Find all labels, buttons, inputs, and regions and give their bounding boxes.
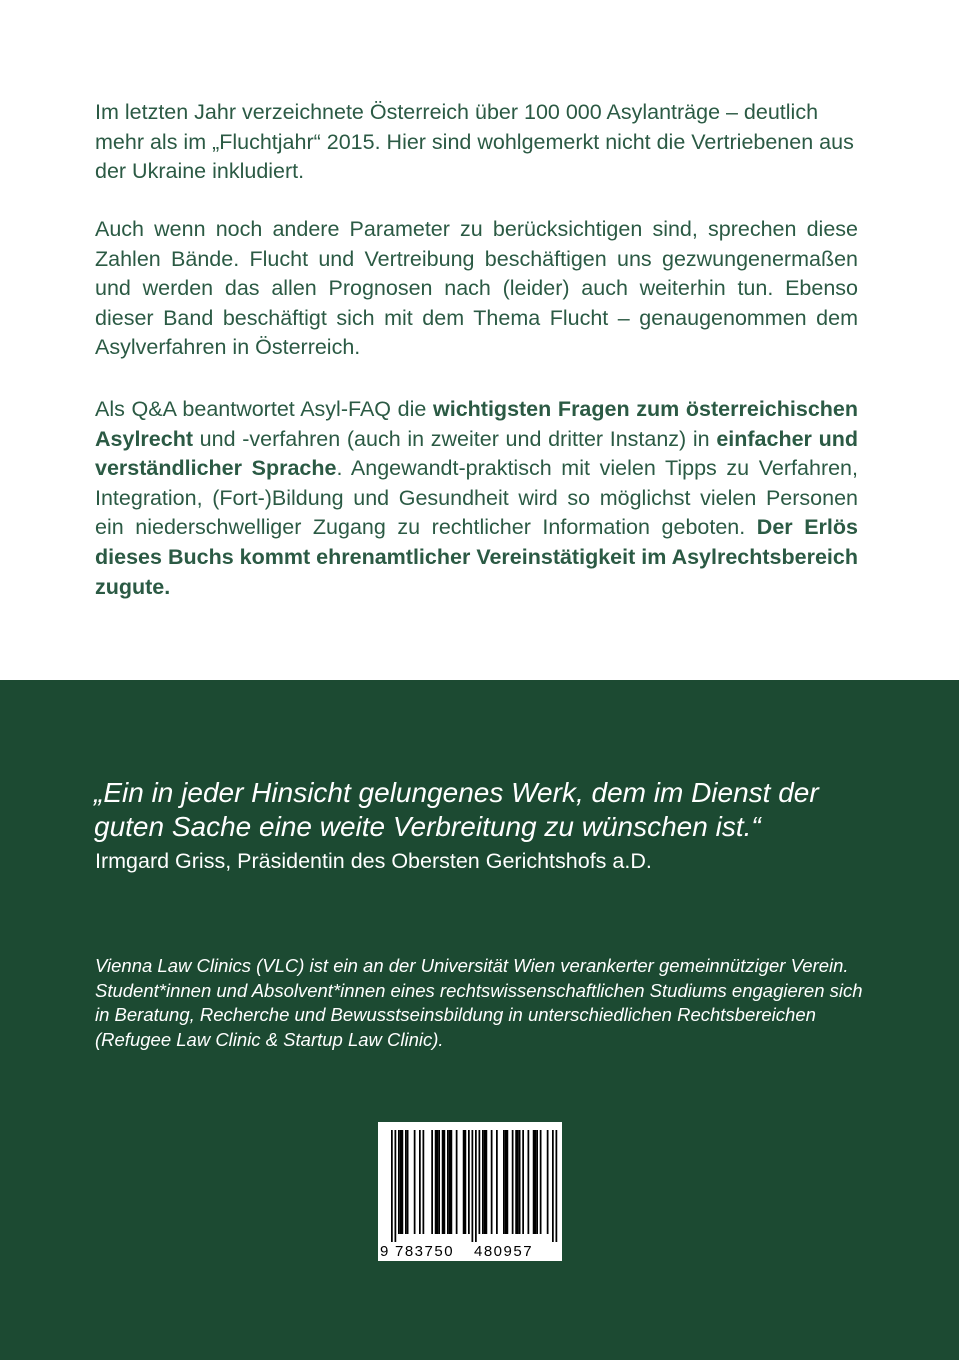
barcode-bar [552,1130,554,1242]
green-panel [0,680,959,1360]
barcode-bar [407,1130,409,1234]
barcode-bar [442,1130,444,1234]
intro-paragraph-2: Auch wenn noch andere Parameter zu berücksichtigen sind, sprechen diese Zahlen Bände. Flucht und Vertreibung beschäftigen uns gezwungenermaßen und werden das allen Prognosen nach (leider) auch weiterhin tun. Ebenso dieser Band beschäftigt sich mit dem Thema Flucht – genaugenommen dem Asylverfahren in Österreich. [95,217,858,360]
barcode-bar [517,1130,519,1234]
barcode-graphic [378,1122,562,1261]
barcode-bar [437,1130,439,1234]
barcode-bar [547,1130,549,1234]
isbn-barcode [378,1122,562,1261]
barcode-bar [528,1130,530,1234]
barcode-bar [479,1130,481,1234]
barcode-bar [449,1130,451,1234]
barcode-bar [402,1130,404,1234]
barcode-bar [398,1130,400,1234]
barcode-bar [395,1130,397,1242]
barcode-bar [468,1130,470,1234]
barcode-bar [419,1130,421,1234]
intro-paragraph-1: Im letzten Jahr verzeichnete Österreich über 100 000 Asylanträge – deutlich mehr als im „Fluchtjahr“ 2015. Hier sind wohlgemerkt nicht die Vertriebenen aus der Ukraine inkludiert. [95,100,854,184]
barcode-digits-right: 480957 [474,1243,534,1260]
testimonial-quote: „Ein in jeder Hinsicht gelungenes Werk, dem im Dienst der guten Sache eine weite Verbreitung zu wünschen ist.“ [94,777,819,842]
barcode-bar [447,1130,449,1234]
barcode-bar [491,1130,493,1234]
barcode-bar [533,1130,535,1234]
barcode-bar [507,1130,509,1234]
barcode-bar [482,1130,484,1234]
publisher-description: Vienna Law Clinics (VLC) ist ein an der Universität Wien verankerter gemeinnütziger Verein. Student*innen und Absolvent*innen eines rechtswissenschaftlichen Studiums engagieren sich in Beratung, Recherche und Bewusstseinsbildung in unterschiedlichen Rechtsbereichen (Refugee Law Clinic & Startup Law Clinic). [95,955,863,1051]
barcode-bar [456,1130,458,1234]
barcode-digit-first: 9 [380,1243,389,1260]
barcode-bar [405,1130,407,1234]
barcode-bar [515,1130,517,1234]
barcode-bar [438,1130,440,1234]
barcode-bar [431,1130,433,1234]
p3-text-3: . Angewandt-praktisch mit vielen Tipps zu Verfahren, Integration, (Fort-)Bildung und Gesundheit wird so möglichst vielen Personen ein niederschwelliger Zugang zu rechtlicher Information geboten. [95,456,858,540]
barcode-bar [496,1130,498,1234]
barcode-bar [519,1130,521,1234]
p3-text-2: und -verfahren (auch in zweiter und dritter Instanz) in [193,426,717,451]
barcode-digits-left: 783750 [395,1243,455,1260]
testimonial-attribution: Irmgard Griss, Präsidentin des Obersten Gerichtshofs a.D. [95,849,652,873]
barcode-bar [400,1130,402,1234]
barcode-bar [556,1130,558,1242]
barcode-bar [435,1130,437,1234]
barcode-bar [391,1130,393,1242]
intro-paragraph-3 [95,395,858,602]
p3-bold-3: Der Erlös dieses Buchs kommt ehrenamtlicher Vereinstätigkeit im Asylrechtsbereich zugute. [95,515,858,599]
barcode-bar [536,1130,538,1234]
barcode-bar [535,1130,537,1234]
barcode-bar [451,1130,453,1234]
barcode-bar [484,1130,486,1234]
barcode-bar [540,1130,542,1234]
p3-bold-2: einfacher und verständlicher Sprache [95,426,858,481]
barcode-bar [444,1130,446,1234]
barcode-bar [522,1130,524,1234]
p3-text-1: Als Q&A beantwortet Asyl-FAQ die [95,397,434,421]
barcode-bar [414,1130,416,1234]
barcode-bar [503,1130,505,1234]
barcode-bar [486,1130,488,1234]
barcode-bars [391,1130,557,1242]
barcode-bar [465,1130,467,1234]
barcode-bar [475,1130,477,1242]
barcode-bar [505,1130,507,1234]
barcode-bar [512,1130,514,1234]
p3-bold-1: wichtigsten Fragen zum österreichischen Asylrecht [95,397,859,451]
barcode-bar [423,1130,425,1234]
barcode-bar [463,1130,465,1234]
barcode-bar [472,1130,474,1242]
